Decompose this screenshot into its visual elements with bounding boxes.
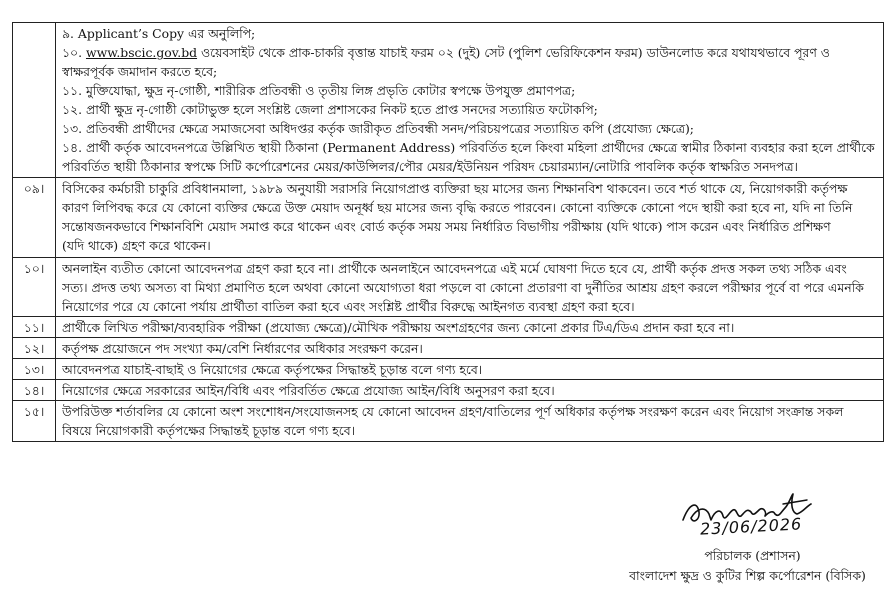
bscic-website-link[interactable]: www.bscic.gov.bd: [85, 45, 198, 60]
row-content: [56, 178, 884, 258]
item-text: প্রার্থী ক্ষুদ্র নৃ-গোষ্ঠী কোটাভুক্ত হলে সংশ্লিষ্ট জেলা প্রশাসকের নিকট হতে প্রাপ্ত সনদের সত্যায়িত ফটোকপি;: [85, 102, 598, 117]
table-row: [13, 317, 884, 338]
row-number: ০৯।: [13, 178, 56, 258]
table-row: [13, 380, 884, 401]
item-text: ওয়েবসাইট থেকে প্রাক-চাকরি বৃত্তান্ত যাচাই ফরম ০২ (দুই) সেট (পুলিশ ভেরিফিকেশন ফরম) ডাউনলোড করে যথাযথভাবে পূরণ ও: [197, 45, 830, 60]
row-number: ১৪।: [13, 380, 56, 401]
row-text-line: আবেদনপত্র যাচাই-বাছাই ও নিয়োগের ক্ষেত্রে কর্তৃপক্ষের সিদ্ধান্তই চূড়ান্ত বলে গণ্য হবে।: [62, 362, 483, 377]
row-text-line: সত্য। প্রদত্ত তথ্য অসত্য বা মিথ্যা প্রমাণিত হলে অথবা কোনো অযোগ্যতা ধরা পড়লে বা কোনো প্রতারণা বা দুর্নীতির আশ্রয় গ্রহণ করলে পরীক্ষার পূর্বে বা পরে এমনকি: [62, 280, 864, 295]
row-text-line: উপরিউক্ত শর্তাবলির যে কোনো অংশ সংশোধন/সংযোজনসহ যে কোনো আবেদন গ্রহণ/বাতিলের পূর্ণ অধিকার কর্তৃপক্ষ সংরক্ষণ করেন এবং নিয়োগ সংক্রান্ত সকল: [62, 404, 844, 419]
item-number: ৯.: [62, 26, 78, 41]
row-number: ১১।: [13, 317, 56, 338]
list-item: [62, 81, 877, 100]
list-item: [62, 24, 877, 43]
table-row: [13, 258, 884, 317]
item-number: ১২.: [62, 102, 86, 117]
table-row: [13, 178, 884, 258]
row-number: ১০।: [13, 258, 56, 317]
item-text: স্বাক্ষরপূর্বক জমাদান করতে হবে;: [62, 64, 218, 79]
item-text: মুক্তিযোদ্ধা, ক্ষুদ্র নৃ-গোষ্ঠী, শারীরিক প্রতিবন্ধী ও তৃতীয় লিঙ্গ প্রভৃতি কোটার স্বপক্ষে উপযুক্ত প্রমাণপত্র;: [85, 83, 576, 98]
row-content: [56, 23, 884, 178]
row-text-line: নিয়োগের ক্ষেত্রে সরকারের আইন/বিধি এবং পরিবর্তিত ক্ষেত্রে প্রযোজ্য আইন/বিধি অনুসরণ করা হবে।: [62, 383, 555, 398]
row-text-line: অনলাইন ব্যতীত কোনো আবেদনপত্র গ্রহণ করা হবে না। প্রার্থীকে অনলাইনে আবেদনপত্রে এই মর্মে ঘোষণা দিতে হবে যে, প্রার্থী কর্তৃক প্রদত্ত সকল তথ্য সঠিক এবং: [62, 261, 847, 276]
item-text: Applicant’s Copy এর অনুলিপি;: [77, 26, 256, 41]
list-item-continuation: [62, 62, 877, 81]
item-number: ১০.: [62, 45, 86, 60]
row-content: [56, 338, 884, 359]
list-item: [62, 100, 877, 119]
signatory-designation: পরিচালক (প্রশাসন): [704, 548, 801, 563]
list-item: [62, 119, 877, 138]
item-number: ১৪.: [62, 140, 86, 155]
row-text-line: সন্তোষজনকভাবে শিক্ষানবিশি মেয়াদ সমাপ্ত করে থাকেন এবং বোর্ড কর্তৃক সময় সময় নির্ধারিত বিভাগীয় পরীক্ষায় (যদি থাকে) পাস করেন এবং নির্ধারিত প্রশিক্ষণ: [62, 219, 831, 234]
signatory-organization: বাংলাদেশ ক্ষুদ্র ও কুটির শিল্প কর্পোরেশন (বিসিক): [629, 568, 866, 583]
row-content: [56, 380, 884, 401]
item-number: ১১.: [62, 83, 86, 98]
row-text-line: কারণ লিপিবদ্ধ করে যে কোনো ব্যক্তির ক্ষেত্রে উক্ত মেয়াদ অনূর্ধ্ব ছয় মাসের জন্য বৃদ্ধি করতে পারবেন। কোনো ব্যক্তিকে কোনো পদে স্থায়ী করা হবে না, যদি না তিনি: [62, 200, 853, 215]
table-row: [13, 23, 884, 178]
row-text-line: নিয়োগের পরে যে কোনো পর্যায় প্রার্থীতা বাতিল করা হবে এবং সংশ্লিষ্ট প্রার্থীর বিরুদ্ধে আইনগত ব্যবস্থা গ্রহণ করা হবে।: [62, 299, 635, 314]
item-number: ১৩.: [62, 121, 86, 136]
row-text-line: (যদি থাকে) গ্রহণ করে থাকেন।: [62, 238, 211, 253]
row-number: ১২।: [13, 338, 56, 359]
terms-table: [12, 22, 884, 442]
signature-block: [560, 490, 895, 597]
row-content: [56, 401, 884, 442]
row-text-line: কর্তৃপক্ষ প্রয়োজনে পদ সংখ্যা কম/বেশি নির্ধারণের অধিকার সংরক্ষণ করেন।: [62, 341, 423, 356]
table-row: [13, 401, 884, 442]
row-number: [13, 23, 56, 178]
table-row: [13, 359, 884, 380]
list-item: [62, 43, 877, 62]
row-text-line: প্রার্থীকে লিখিত পরীক্ষা/ব্যবহারিক পরীক্ষা (প্রযোজ্য ক্ষেত্রে)/মৌখিক পরীক্ষায় অংশগ্রহণের জন্য কোনো প্রকার টিএ/ডিএ প্রদান করা হবে না।: [62, 320, 735, 335]
row-text-line: বিষয়ে নিয়োগকারী কর্তৃপক্ষের সিদ্ধান্তই চূড়ান্ত বলে গণ্য হবে।: [62, 423, 356, 438]
item-text: পরিবর্তিত স্থায়ী ঠিকানার স্বপক্ষে সিটি কর্পোরেশনের মেয়র/কাউন্সিলর/পৌর মেয়র/ইউনিয়ন পরিষদ চেয়ারম্যান/নোটারি পাবলিক কর্তৃক স্বাক্ষরিত সনদপত্র।: [62, 159, 798, 174]
row-content: [56, 359, 884, 380]
table-row: [13, 338, 884, 359]
row-number: ১৩।: [13, 359, 56, 380]
list-item: [62, 138, 877, 157]
row-number: ১৫।: [13, 401, 56, 442]
item-text: প্রতিবন্ধী প্রার্থীদের ক্ষেত্রে সমাজসেবা অধিদপ্তর কর্তৃক জারীকৃত প্রতিবন্ধী সনদ/পরিচয়পত্রের সত্যায়িত কপি (প্রযোজ্য ক্ষেত্রে);: [85, 121, 694, 136]
row-content: [56, 258, 884, 317]
signature-date: 23/06/2026: [699, 514, 803, 539]
row-text-line: বিসিকের কর্মচারী চাকুরি প্রবিধানমালা, ১৯৮৯ অনুযায়ী সরাসরি নিয়োগপ্রাপ্ত ব্যক্তিরা ছয় মাসের জন্য শিক্ষানবিশ থাকবেন। তবে শর্ত থাকে যে, নিয়োগকারী কর্তৃপক্ষ: [62, 181, 848, 196]
row-content: [56, 317, 884, 338]
list-item-continuation: [62, 157, 877, 176]
item-text: প্রার্থী কর্তৃক আবেদনপত্রে উল্লিখিত স্থায়ী ঠিকানা (Permanent Address) পরিবর্তিত হলে কিংবা মহিলা প্রার্থীদের ক্ষেত্রে স্বামীর ঠিকানা ব্যবহার করা হলে প্রার্থীকে: [85, 140, 875, 155]
